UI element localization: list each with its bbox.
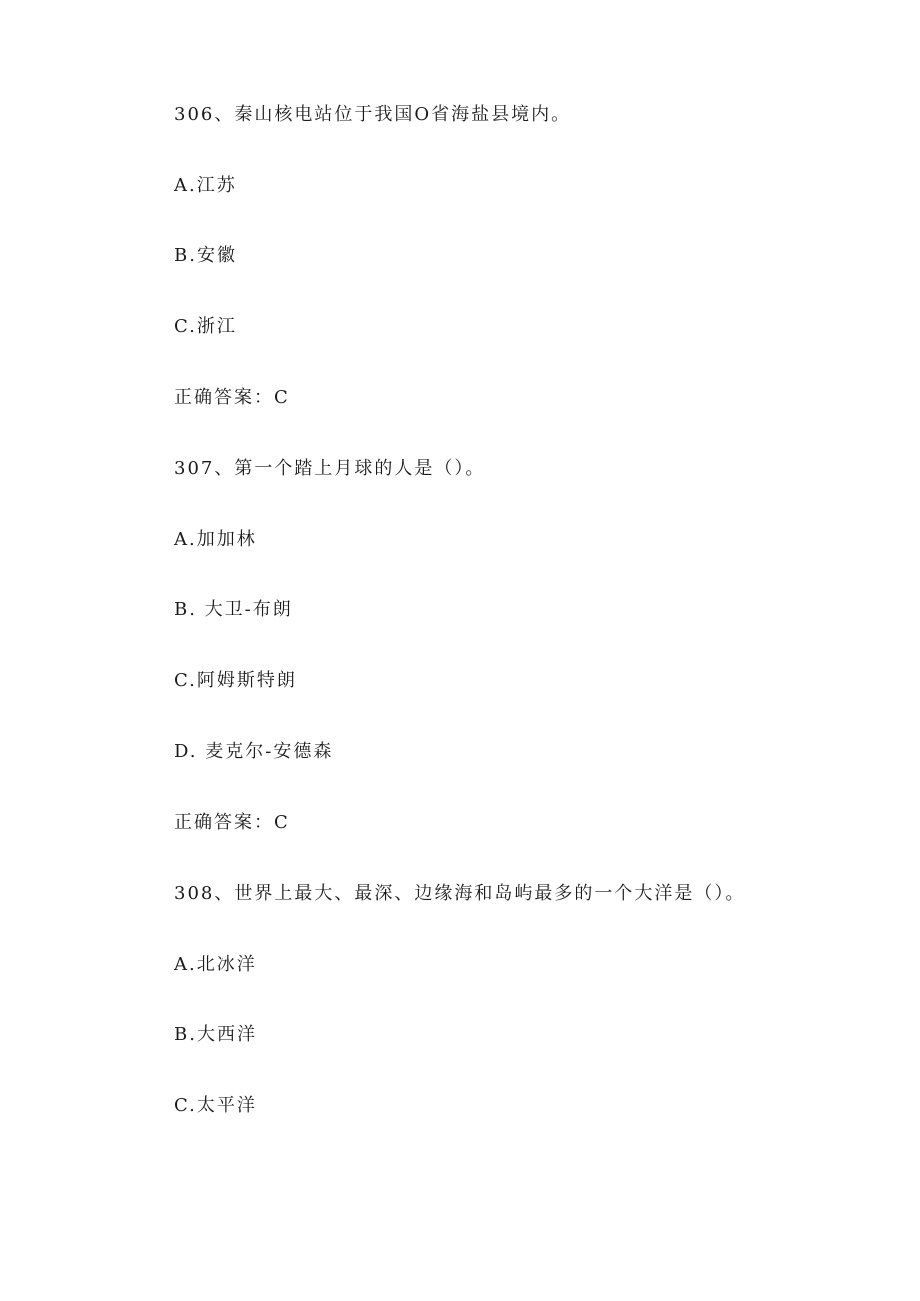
question-307-option-b: B. 大卫-布朗 (174, 599, 293, 620)
question-307-stem: 307、第一个踏上月球的人是（）。 (174, 458, 486, 479)
question-306-option-c: C.浙江 (174, 316, 237, 337)
question-308-stem: 308、世界上最大、最深、边缘海和岛屿最多的一个大洋是（）。 (174, 883, 746, 904)
question-308-option-b: B.大西洋 (174, 1024, 257, 1045)
question-308-option-c: C.太平洋 (174, 1095, 257, 1116)
question-308-option-a: A.北冰洋 (174, 954, 257, 975)
question-307-option-c: C.阿姆斯特朗 (174, 670, 297, 691)
question-307-option-d: D. 麦克尔-安德森 (174, 741, 334, 762)
question-306-answer: 正确答案：C (174, 387, 290, 408)
question-306-option-a: A.江苏 (174, 175, 237, 196)
question-307-answer: 正确答案：C (174, 812, 290, 833)
question-306-option-b: B.安徽 (174, 245, 237, 266)
question-307-option-a: A.加加林 (174, 529, 257, 550)
question-306-stem: 306、秦山核电站位于我国O省海盐县境内。 (174, 104, 572, 125)
